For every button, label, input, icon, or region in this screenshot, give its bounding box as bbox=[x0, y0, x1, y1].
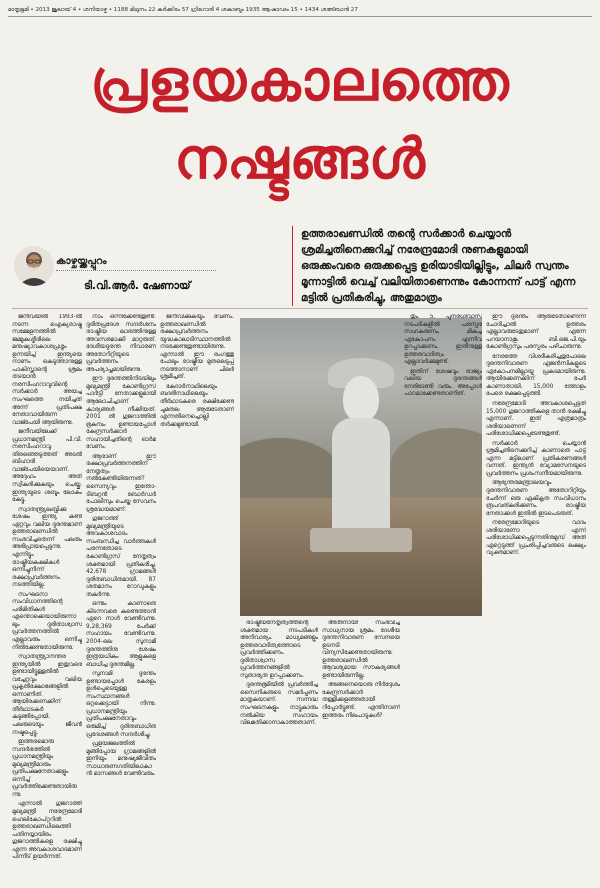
paragraph: സ്വാതന്ത്ര്യാനന്തര ഇന്ത്യയിൽ ഇതുവരെ ഉണ്ടായിട്ടുള്ളതിൽ വച്ചേറ്റവും വലിയ പ്രകൃതിക്ഷോഭങ്ങളിൽ ഒന്നാണിത്. ആയിരക്കണക്കിന് തീർഥാടകർ കുടുങ്ങിപ്പോയി. പലരുടെയും ജീവൻ നഷ്ടപ്പെട്ടു. bbox=[12, 654, 82, 736]
dateline: മാതൃഭൂമി • 2013 ജൂലായ് 4 • ശനിയാഴ്ച • 1188 മിഥുനം 22 കർക്കിടം 57 ഗ്രിഗോരി 4 ശകാബ്ദം 1935 ആഷാഢം 15 • 1434 ശഅ്ബാൻ 27 bbox=[8, 4, 592, 17]
paragraph: നരേന്ദ്രമോദി അവകാശപ്പെട്ടത് 15,000 ഗുജറാത്തികളെ താൻ രക്ഷിച്ചു എന്നാണ്. ഇത് എത്രമാത്രം ശരിയാണെന്ന് പരിശോധിക്കപ്പെടേണ്ടതുണ്ട്. bbox=[486, 401, 586, 438]
paragraph: നാം ഒന്നിക്കേണ്ടതുണ്ട്. ദുരിതപ്രദേശ സന്ദർശനം രാഷ്ട്രീയ ലാഭത്തിനുള്ള അവസരമാക്കി മാറ്റരുത്. ദേശീയദുരന്ത നിവാരണ അതോറിറ്റിയുടെ പ്രവർത്തനം അപര്യാപ്തമായിരുന്നു. bbox=[86, 314, 156, 373]
paragraph: സ്വാതന്ത്ര്യലബ്ധിക്കു ശേഷം ഇന്ത്യ കണ്ട ഏറ്റവും വലിയ ദുരന്തമാണ് ഉത്തരാഖണ്ഡിൽ സംഭവിച്ചതെന്ന് പലരും അഭിപ്രായപ്പെടുന്നു. എന്നിട്ടും രാഷ്ട്രീയകക്ഷികൾ ഒന്നിച്ചുനിന്ന് രക്ഷാപ്രവർത്തനം നടത്തിയില്ല. bbox=[12, 506, 82, 589]
paragraph: ഈ ദുരന്തത്തിനിടയിലും മുഖ്യമന്ത്രി കോൺഗ്രസ് പാർട്ടി നേതാക്കളുമായി ആലോചിച്ചാണ് കാര്യങ്ങൾ നീക്കിയത്. 2001 ൽ ഗുജറാത്തിൽ ഭൂകമ്പം ഉണ്ടായപ്പോൾ കേന്ദ്രസർക്കാർ സഹായിച്ചതിന്റെ ഓർമ വേണം. bbox=[86, 376, 156, 451]
author-portrait-icon bbox=[14, 246, 54, 286]
paragraph: ജനീവയിലേക്ക് പ്രധാനമന്ത്രി പി.വി. നരസിംഹറാവു തിരഞ്ഞെടുത്തത് അടൽ ബിഹാരി വാജ്പേയിയെയാണ്. അദ്ദേഹം അത് സ്വീകരിക്കുകയും ചെയ്തു. ഇന്ത്യയുടെ ശബ്ദം ലോകം കേട്ടു. bbox=[12, 429, 82, 504]
paragraph: ദുരന്തഭൂമിയിൽ പ്രവർത്തിച്ച സൈനികരുടെ സമർപ്പണം മാതൃകയാണ്. സന്നദ്ധ സംഘടനകളും നാട്ടുകാരും നൽകിയ സഹായം വിലമതിക്കാനാകാത്തതാണ്. bbox=[240, 682, 318, 727]
article-column-3 bbox=[160, 314, 234, 880]
paragraph: രാഷ്ട്രീയനേതൃത്വത്തിന്റെ ശക്തമായ നടപടികൾ അനിവാര്യം. മാധ്യമങ്ങളും ഉത്തരവാദിത്വത്തോടെ പ്രവർത്തിക്കണം. ദുരിതാശ്വാസ പ്രവർത്തനങ്ങളിൽ സുതാര്യത ഉറപ്പാക്കണം. bbox=[240, 620, 318, 679]
paragraph: ആരാണ് ഈ രക്ഷാപ്രവർത്തനത്തിന് നേതൃത്വം നൽകേണ്ടിയിരുന്നത്? സൈന്യവും ഇന്തോ-ടിബറ്റൻ ബോർഡർ പോലീസും ചെയ്ത സേവനം ശ്രദ്ധേയമാണ്. bbox=[86, 453, 156, 513]
paragraph: ഇതിന് ശേഷവും രാജ്യം വലിയ ദുരന്തങ്ങൾ നേരിടേണ്ടി വരും. അപ്പോൾ പാഠമാക്കേണ്ടതാണിത്. bbox=[404, 368, 482, 398]
paragraph: തും. 5. പുനരധിവാസ നടപടികളിൽ പരസ്പര സഹകരണം, മികച്ച ഏകോപനം എന്നിവ ഉറപ്പാക്കണം. ഇതിനുള്ള ഉത്തരവാദിത്വം എല്ലാവർക്കുമുണ്ട്. bbox=[404, 314, 482, 366]
paragraph: നരേന്ദ്രമോദിയുടെ വാദം ശരിയാണോ എന്ന് പരിശോധിക്കപ്പെടുന്നതിനുമുമ്പ് അത് ഏറ്റെടുത്ത് പ്രചരിപ്പിച്ചവരുടെ ലക്ഷ്യം വ്യക്തമാണ്. bbox=[486, 520, 586, 557]
paragraph: സംഘടനാ സംവിധാനത്തിന്റെ പരിമിതികൾ എന്തൊക്കെയായിരുന്നാലും ദുരിതാശ്വാസ പ്രവർത്തനത്തിൽ എല്ലാവരും ഒന്നിച്ചു നിൽക്കേണ്ടതായിരുന്നു. bbox=[12, 591, 82, 651]
paragraph: ഈ ദുരന്തം ആരുടേതാണെന്ന് ചോദിച്ചാൽ ഉത്തരം എല്ലാവരുടേതുമാണ് എന്നേ പറയാനാകൂ. ബി.ജെ.പി.യും കോൺഗ്രസും പരസ്പരം പഴിചാരുന്നു. bbox=[486, 314, 586, 351]
article-column-7 bbox=[486, 314, 586, 880]
paragraph: സർക്കാർ ചെയ്യാൻ ശ്രമിച്ചതിനെക്കുറിച്ച് കാണാതെ പാട്ട് എന്ന മട്ടിലാണ് പ്രതികരണങ്ങൾ വന്നത്. ഇന്ത്യൻ വ്യോമസേനയുടെ പ്രവർത്തനം പ്രശംസനീയമായിരുന്നു. bbox=[486, 440, 586, 477]
author-photo bbox=[14, 246, 54, 286]
photo-statue-body bbox=[332, 418, 390, 538]
headline-line-2: നഷ്ടങ്ങൾ bbox=[174, 127, 426, 192]
paragraph: എന്നാൽ ഗുജറാത്ത് മുഖ്യമന്ത്രി നരേന്ദ്രമോദി ഹെലികോപ്റ്ററിൽ ഉത്തരാഖണ്ഡിലെത്തി പതിനയ്യായിരം ഗുജറാത്തികളെ രക്ഷിച്ചു എന്ന അവകാശവാദമാണ് പിന്നീട് ഉയർന്നത്. bbox=[12, 801, 82, 861]
paragraph: ആഭ്യന്തരമന്ത്രാലയവും ദുരന്തനിവാരണ അതോറിറ്റിയും ചേർന്ന് ഒരു ഏകീകൃത സംവിധാനം രൂപവത്കരിക്കണം. രാഷ്ട്രീയ നേതാക്കൾ ഇതിൽ ഇടപെടരുത്. bbox=[486, 480, 586, 517]
headline bbox=[0, 48, 600, 208]
deck-text: ഉത്തരാഖണ്ഡിൽ തന്റെ സർക്കാർ ചെയ്യാൻ ശ്രമിച്ചതിനെക്കുറിച്ച് നരേന്ദ്രമോദി നുണകളുമായി ഒരുക്കംവരെ ഒരുക്കപ്പെട്ട ഉരിയാടിയില്ലിട്ടും, ചിലർ സ്വന്തം മൂന്നാട്ടിൽ വെച്ച് വലിയിതാണെന്നും കോന്നന്ന് പാട്ട് എന്ന മട്ടിൽ പ്രതികരിച്ചു, അതുമാത്രം bbox=[292, 226, 582, 306]
paragraph: സുനാമി ദുരന്തം ഉണ്ടായപ്പോൾ കേരളം ഉൾപ്പെടെയുള്ള സംസ്ഥാനങ്ങൾ ഒറ്റക്കെട്ടായി നിന്നു. പ്രധാനമന്ത്രിയും പ്രതിപക്ഷനേതാവും ഒരുമിച്ച് ദുരിതബാധിത പ്രദേശങ്ങൾ സന്ദർശിച്ചു. bbox=[86, 671, 156, 738]
paragraph: അങ്ങനെയൊരു നിർദ്ദേശം കേന്ദ്രസർക്കാർ തള്ളിക്കളഞ്ഞതായി റിപ്പോർട്ടുണ്ട്. എന്തിനാണ് ഇത്തരം നിലപാടുകൾ? bbox=[322, 682, 400, 719]
paragraph: ജനീവയിൽ 1993-ൽ നടന്ന ഐക്യരാഷ്ട്ര സമ്മേളനത്തിൽ ജമ്മുകശ്മീരിലെ മനുഷ്യാവകാശപ്രശ്നം ഉന്നയിച്ച് ഇന്ത്യയെ നാണം കെടുത്താനുള്ള പാകിസ്താന്റെ ശ്രമം തടയാൻ നരസിംഹറാവുവിന്റെ സർക്കാർ അയച്ച സംഘത്തെ നയിച്ചത് അന്ന് പ്രതിപക്ഷ നേതാവായിരുന്ന വാജ്പേയി ആയിരുന്നു. bbox=[12, 314, 82, 426]
column-label: കാഴ്ചയ്ക്കപ്പുറം bbox=[56, 256, 216, 271]
paragraph: ഒന്നും കാണാതെ കിടന്നവരെ കണ്ടെത്താൻ ഏറെ നാൾ വേണ്ടിവന്നു. 9,28,369 പേർക്ക് സഹായം വേണ്ടിവന്നു. 2004-ലെ സുനാമി ദുരന്തത്തിനു ശേഷം ഇത്രയധികം ആളുകളെ ബാധിച്ച ദുരന്തമില്ല. bbox=[86, 601, 156, 668]
byline: ടി.വി.ആർ. ഷേണായ് bbox=[84, 280, 191, 292]
headline-line-1: പ്രളയകാലത്തെ bbox=[90, 49, 510, 114]
article-column-5-lower bbox=[322, 620, 400, 880]
paragraph: നേരത്തേ വിശദീകരിച്ചതുപോലെ ദുരന്തനിവാരണ ഏജൻസികളുടെ ഏകോപനമില്ലായ്മ പ്രകടമായിരുന്നു. ആയിരക്കണക്കിന് പേർ കാണാതായി. 15,000 ത്തോളം പേരെ രക്ഷപ്പെടുത്തി. bbox=[486, 353, 586, 398]
paragraph: ജനീവിക്കുകയും വേണം. ഉത്തരാഖണ്ഡിൽ രക്ഷാപ്രവർത്തനം യുദ്ധകാലാടിസ്ഥാനത്തിൽ നടക്കേണ്ടതുണ്ടായിരുന്നു. എന്നാൽ ഈ രംഗത്തു പോലും രാഷ്ട്രീയ മുതലെടുപ്പ് നടത്താനാണ് ചിലർ ശ്രമിച്ചത്. bbox=[160, 314, 234, 381]
article-column-6 bbox=[404, 314, 482, 614]
paragraph: അതിനായി സംഭവിച്ച സാധ്യനായ ശ്രമം. ദേശീയ ദുരന്തനിവാരണ സേനയെ ഉടനടി വിന്യസിക്കേണ്ടതായിരുന്നു. ഉത്തരാഖണ്ഡിൽ ആവശ്യമായ സൗകര്യങ്ങൾ ഉണ്ടായിരുന്നില്ല. bbox=[322, 620, 400, 679]
article-column-2 bbox=[86, 314, 156, 880]
paragraph: ഗുജറാത്ത് മുഖ്യമന്ത്രിയുടെ അവകാശവാദം സംബന്ധിച്ച വാർത്തകൾ പരന്നതോടെ കോൺഗ്രസ് നേതൃത്വം ശക്തമായി പ്രതികരിച്ചു. 42,678 ഗ്രാമങ്ങൾ ദുരിതബാധിതമായി. 87 ശതമാനം റോഡുകളും തകർന്നു. bbox=[86, 516, 156, 598]
paragraph: പ്രളയജലത്തിൽ മുങ്ങിപ്പോയ ഗ്രാമങ്ങളിൽ ഇനിയും മനുഷ്യജീവിതം സാധാരണഗതിയിലാകാൻ മാസങ്ങൾ വേണ്ടിവരും. bbox=[86, 741, 156, 778]
byline-divider bbox=[12, 308, 588, 309]
photo-statue-head bbox=[343, 376, 379, 422]
photo-statue-base bbox=[310, 528, 412, 552]
paragraph: ഇത്തരമൊരു സന്ദർഭത്തിൽ പ്രധാനമന്ത്രിയും മുഖ്യമന്ത്രിമാരും പ്രതിപക്ഷനേതാക്കളും ഒന്നിച്ച് പ്രവർത്തിക്കേണ്ടതായിരുന്നു. bbox=[12, 739, 77, 798]
paragraph: കേദാർനാഥിലെയും ബദരീനാഥിലെയും തീർഥാടകരെ രക്ഷിക്കേണ്ട ചുമതല ആരുടേതാണ് എന്നതിനെച്ചൊല്ലി തർക്കമുണ്ടായി. bbox=[160, 383, 234, 428]
article-column-4-lower bbox=[240, 620, 318, 880]
article-column-1 bbox=[12, 314, 82, 880]
